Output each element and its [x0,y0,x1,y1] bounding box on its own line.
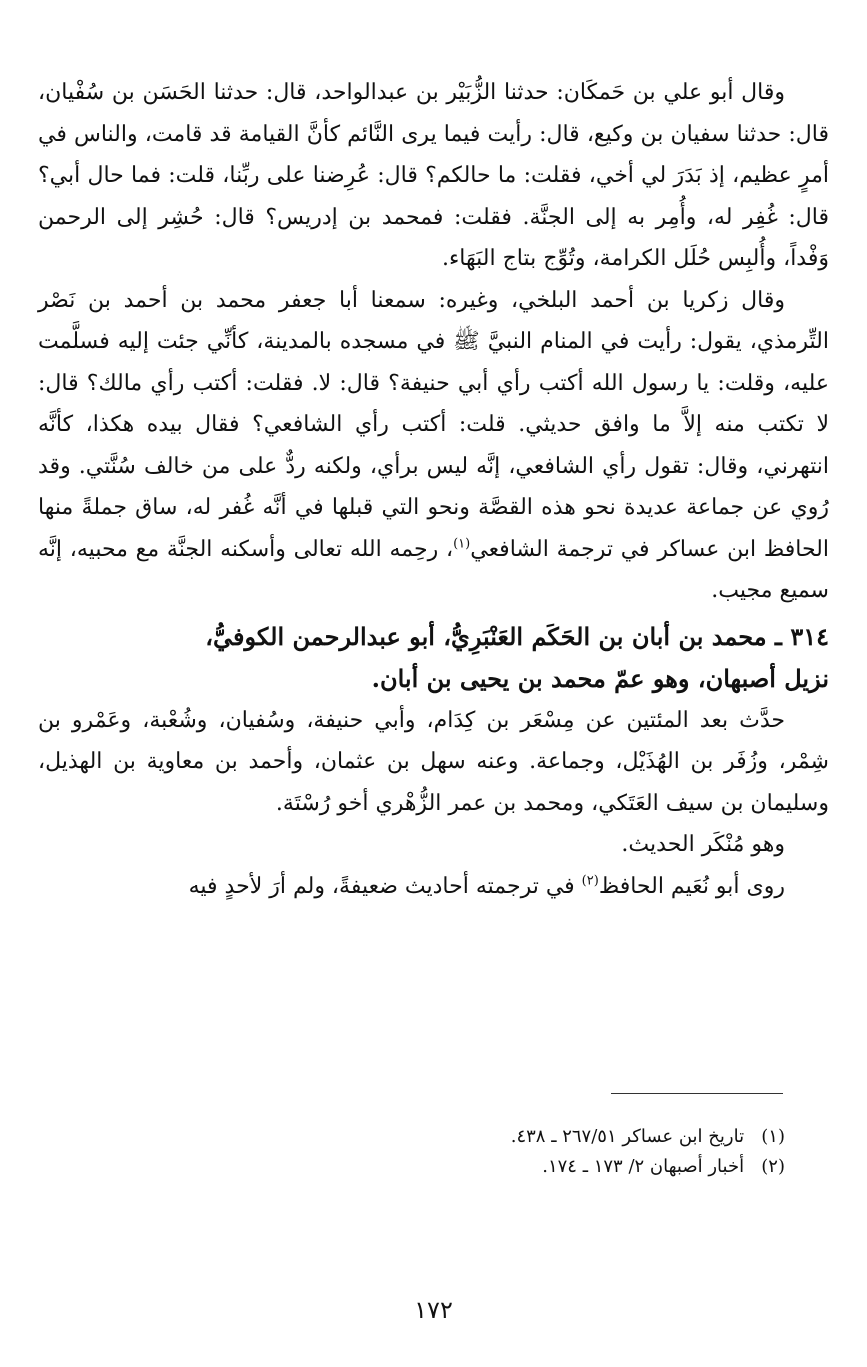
paragraph-abu-nuaym [38,866,829,908]
paragraph-text: روى أبو نُعَيم الحافظ [598,873,785,899]
footnote-reference: (١) [453,536,471,552]
footnote-separator [611,1093,783,1094]
paragraph-text: وقال زكريا بن أحمد البلخي، وغيره: سمعنا أبا جعفر محمد بن أحمد بن نَصْر التِّرمذي، يقول: رأيت في المنام النبيَّ ﷺ في مسجده بالمدينة، كأنِّي جئت إليه فسلَّمت عليه، وقلت: يا رسول الله أكتب رأي أبي حنيفة؟ قال: لا. فقلت: أكتب رأي مالك؟ قال: لا تكتب منه إلاَّ ما وافق حديثي. قلت: أكتب رأي الشافعي؟ فقال بيده هكذا، كأنَّه انتهرني، وقال: تقول رأي الشافعي، إنَّه ليس برأي، ولكنه ردٌّ على من خالف سُنَّتي. وقد رُوي عن جماعة عديدة نحو هذه القصَّة ونحو التي قبلها في أنَّه غُفر له، ساق جملةً منها الحافظ ابن عساكر في ترجمة الشافعي [38,287,829,562]
footnote-text: أخبار أصبهان ٢/ ١٧٣ ـ ١٧٤. [542,1156,745,1177]
footnote-reference: (٢) [581,873,599,889]
entry-heading-line: ٣١٤ ـ محمد بن أبان بن الحَكَم العَنْبَرِيُّ، أبو عبدالرحمن الكوفيُّ، [205,621,829,651]
paragraph-grading: وهو مُنْكَر الحديث. [621,832,785,857]
paragraph-text: في ترجمته أحاديث ضعيفةً، ولم أرَ لأحدٍ فيه [188,873,582,899]
footnote-marker: (١) [761,1126,785,1147]
footnotes [38,1122,785,1182]
paragraph-dream-tirmidhi [38,280,829,612]
paragraph-narrators: حدَّث بعد المئتين عن مِسْعَر بن كِدَام، وأبي حنيفة، وسُفيان، وشُعْبة، وعَمْرو بن شِمْر، وزُفَر بن الهُذَيْل، وجماعة. وعنه سهل بن عثمان، وأحمد بن معاوية بن الهذيل، وسليمان بن سيف العَتَكي، ومحمد بن عمر الزُّهْري أخو رُسْتَة. [38,707,829,816]
entry-heading [38,616,829,700]
footnote-text: تاريخ ابن عساكر ٢٦٧/٥١ ـ ٤٣٨. [510,1126,745,1147]
page-number: ١٧٢ [414,1296,453,1324]
footnote-item [38,1152,785,1182]
main-text [38,72,829,907]
entry-heading-line: نزيل أصبهان، وهو عمّ محمد بن يحيى بن أبان. [371,663,829,693]
footnote-marker: (٢) [761,1156,785,1177]
paragraph-text: ، رحِمه الله تعالى وأسكنه الجنَّة مع محبيه، إنَّه سميع مجيب. [38,536,829,603]
footnote-item [38,1122,785,1152]
paragraph-dream-sufyan: وقال أبو علي بن حَمكَان: حدثنا الزُّبَيْر بن عبدالواحد، قال: حدثنا الحَسَن بن سُفْيان، قال: حدثنا سفيان بن وكيع، قال: رأيت فيما يرى النَّائم كأنَّ القيامة قد قامت، والناس في أمرٍ عظيم، إذ بَدَرَ لي أخي، فقلت: ما حالكم؟ قال: عُرِضنا على ربِّنا، قلت: فما حال أبي؟ قال: غُفِر له، وأُمِر به إلى الجنَّة. فقلت: فمحمد بن إدريس؟ قال: حُشِر إلى الرحمن وَفْداً، وأُلبِس حُلَل الكرامة، وتُوِّج بتاج البَهَاء. [38,80,829,271]
